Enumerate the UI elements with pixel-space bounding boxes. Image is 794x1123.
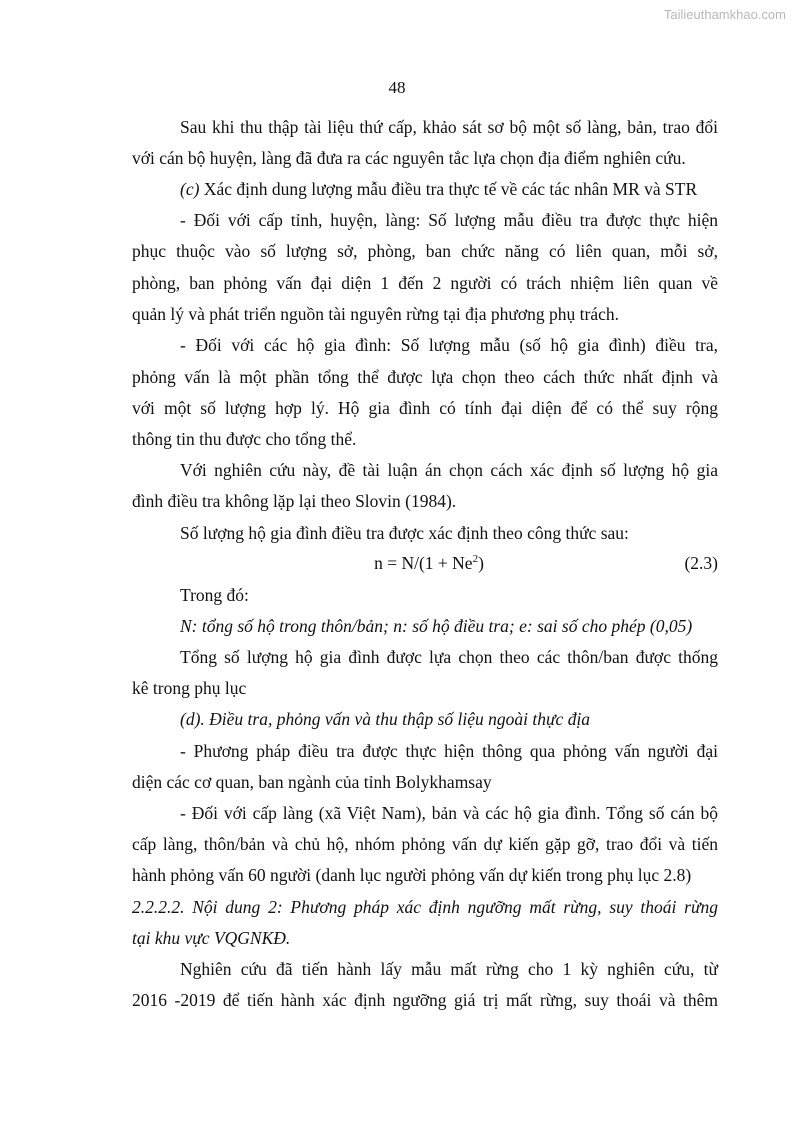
subsection-heading-c	[180, 178, 718, 200]
paragraph-line: Số lượng hộ gia đình điều tra được xác định theo công thức sau:	[180, 523, 629, 543]
formula: $n = N/(1 + Ne^2)$	[374, 553, 484, 573]
paragraph-line: diện các cơ quan, ban ngành của tỉnh Bolykhamsay	[132, 772, 492, 792]
subsection-title: Xác định dung lượng mẫu điều tra thực tế về các tác nhân MR và STR	[199, 179, 698, 199]
variable-definitions: N: tổng số hộ trong thôn/bản; n: số hộ điều tra; e: sai số cho phép (0,05)	[180, 616, 693, 636]
paragraph-line: thông tin thu được cho tổng thể.	[132, 429, 357, 449]
equation-number: (2.3)	[684, 553, 718, 573]
equation-row	[132, 553, 718, 575]
paragraph-line: - Đối với các hộ gia đình: Số lượng mẫu (số hộ gia đình) điều tra,	[180, 335, 718, 355]
paragraph-line: - Đối với cấp làng (xã Việt Nam), bản và các hộ gia đình. Tổng số cán bộ	[180, 803, 718, 823]
paragraph-line: phục thuộc vào số lượng sở, phòng, ban chức năng có liên quan, mỗi sở,	[132, 241, 718, 261]
watermark: Tailieuthamkhao.com	[663, 7, 786, 22]
paragraph-line: cấp làng, thôn/bản và chủ hộ, nhóm phỏng vấn dự kiến gặp gỡ, trao đổi và tiến	[132, 834, 718, 854]
page-number: 48	[388, 78, 406, 97]
section-heading: 2.2.2.2. Nội dung 2: Phương pháp xác định ngưỡng mất rừng, suy thoái rừng	[132, 897, 718, 917]
section-heading: tại khu vực VQGNKĐ.	[132, 928, 291, 948]
paragraph-line: Tổng số lượng hộ gia đình được lựa chọn theo các thôn/ban được thống	[180, 647, 718, 667]
paragraph-line: hành phỏng vấn 60 người (danh lục người phỏng vấn dự kiến trong phụ lục 2.8)	[132, 865, 692, 885]
paragraph-line: đình điều tra không lặp lại theo Slovin (1984).	[132, 491, 457, 511]
subsection-heading-d: (d). Điều tra, phỏng vấn và thu thập số liệu ngoài thực địa	[180, 709, 591, 729]
paragraph-line: Sau khi thu thập tài liệu thứ cấp, khảo sát sơ bộ một số làng, bản, trao đổi	[180, 117, 718, 137]
paragraph-line: phỏng vấn là một phần tổng thể được lựa chọn theo cách thức nhất định và	[132, 367, 718, 387]
paragraph-line: quản lý và phát triển nguồn tài nguyên rừng tại địa phương phụ trách.	[132, 304, 620, 324]
paragraph-line: - Đối với cấp tỉnh, huyện, làng: Số lượng mẫu điều tra được thực hiện	[180, 210, 718, 230]
paragraph-line: Với nghiên cứu này, đề tài luận án chọn cách xác định số lượng hộ gia	[180, 460, 718, 480]
paragraph-line: Trong đó:	[180, 585, 249, 605]
paragraph-line: - Phương pháp điều tra được thực hiện thông qua phỏng vấn người đại	[180, 741, 718, 761]
paragraph-line: 2016 -2019 để tiến hành xác định ngưỡng giá trị mất rừng, suy thoái và thêm	[132, 990, 718, 1010]
paragraph-line: với một số lượng hợp lý. Hộ gia đình có tính đại diện để có thể suy rộng	[132, 398, 718, 418]
subsection-label: (c)	[180, 179, 200, 199]
paragraph-line: Nghiên cứu đã tiến hành lấy mẫu mất rừng cho 1 kỳ nghiên cứu, từ	[180, 959, 718, 979]
paragraph-line: kê trong phụ lục	[132, 678, 247, 698]
paragraph-line: với cán bộ huyện, làng đã đưa ra các nguyên tắc lựa chọn địa điểm nghiên cứu.	[132, 148, 686, 168]
paragraph-line: phòng, ban phỏng vấn đại diện 1 đến 2 người có trách nhiệm liên quan về	[132, 273, 718, 293]
